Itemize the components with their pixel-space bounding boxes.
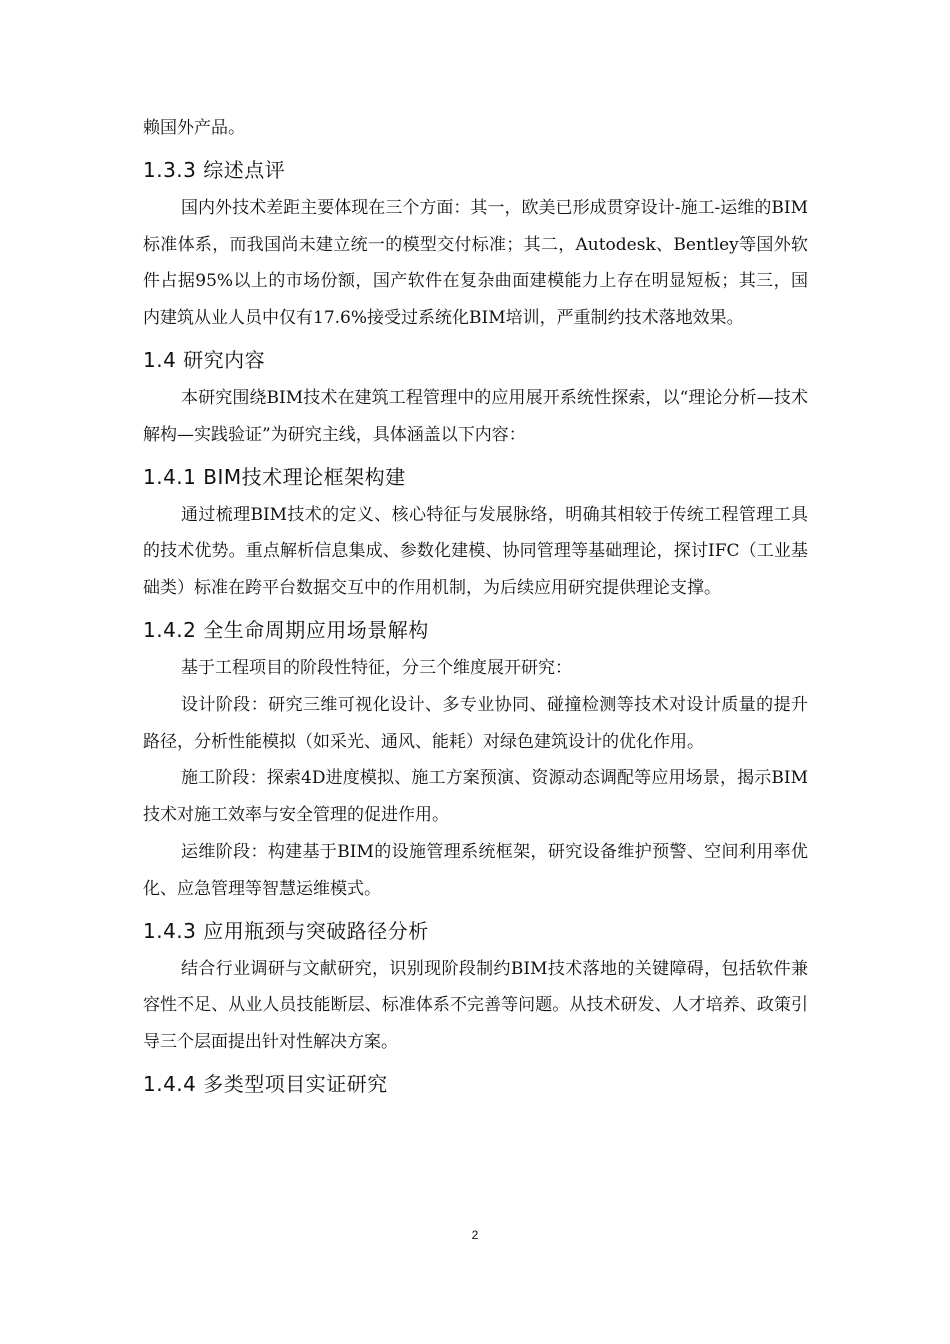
paragraph-operation-stage: 运维阶段：构建基于BIM的设施管理系统框架，研究设备维护预警、空间利用率优化、应急管理等智慧运维模式。 — [143, 841, 808, 899]
paragraph-review: 国内外技术差距主要体现在三个方面：其一，欧美已形成贯穿设计-施工-运维的BIM标准体系，而我国尚未建立统一的模型交付标准；其二，Autodesk、Bentley等国外软件占据95%以上的市场份额，国产软件在复杂曲面建模能力上存在明显短板；其三，国内建筑从业人员中仅有17.6%接受过系统化BIM培训，严重制约技术落地效果。 — [143, 197, 808, 329]
heading-1-4-3: 1.4.3 应用瓶颈与突破路径分析 — [143, 918, 429, 943]
paragraph-theory-framework: 通过梳理BIM技术的定义、核心特征与发展脉络，明确其相较于传统工程管理工具的技术优势。重点解析信息集成、参数化建模、协同管理等基础理论，探讨IFC（工业基础类）标准在跨平台数据交互中的作用机制，为后续应用研究提供理论支撑。 — [143, 504, 808, 599]
paragraph-design-stage: 设计阶段：研究三维可视化设计、多专业协同、碰撞检测等技术对设计质量的提升路径，分析性能模拟（如采光、通风、能耗）对绿色建筑设计的优化作用。 — [143, 694, 808, 752]
paragraph-construction-stage: 施工阶段：探索4D进度模拟、施工方案预演、资源动态调配等应用场景，揭示BIM技术对施工效率与安全管理的促进作用。 — [143, 768, 808, 826]
heading-1-4-1: 1.4.1 BIM技术理论框架构建 — [143, 464, 406, 489]
heading-1-3-3: 1.3.3 综述点评 — [143, 157, 286, 182]
heading-1-4-2: 1.4.2 全生命周期应用场景解构 — [143, 617, 429, 642]
page-number: 2 — [471, 1228, 479, 1242]
heading-1-4-4: 1.4.4 多类型项目实证研究 — [143, 1071, 388, 1096]
paragraph-research-intro: 本研究围绕BIM技术在建筑工程管理中的应用展开系统性探索，以“理论分析—技术解构—实践验证”为研究主线，具体涵盖以下内容： — [143, 387, 808, 445]
heading-1-4: 1.4 研究内容 — [143, 347, 266, 372]
page-body — [143, 110, 808, 1104]
paragraph-continuation: 赖国外产品。 — [143, 118, 245, 138]
paragraph-bottleneck-analysis: 结合行业调研与文献研究，识别现阶段制约BIM技术落地的关键障碍，包括软件兼容性不足、从业人员技能断层、标准体系不完善等问题。从技术研发、人才培养、政策引导三个层面提出针对性解决方案。 — [143, 958, 808, 1053]
paragraph-lifecycle-intro: 基于工程项目的阶段性特征，分三个维度展开研究： — [181, 657, 572, 678]
